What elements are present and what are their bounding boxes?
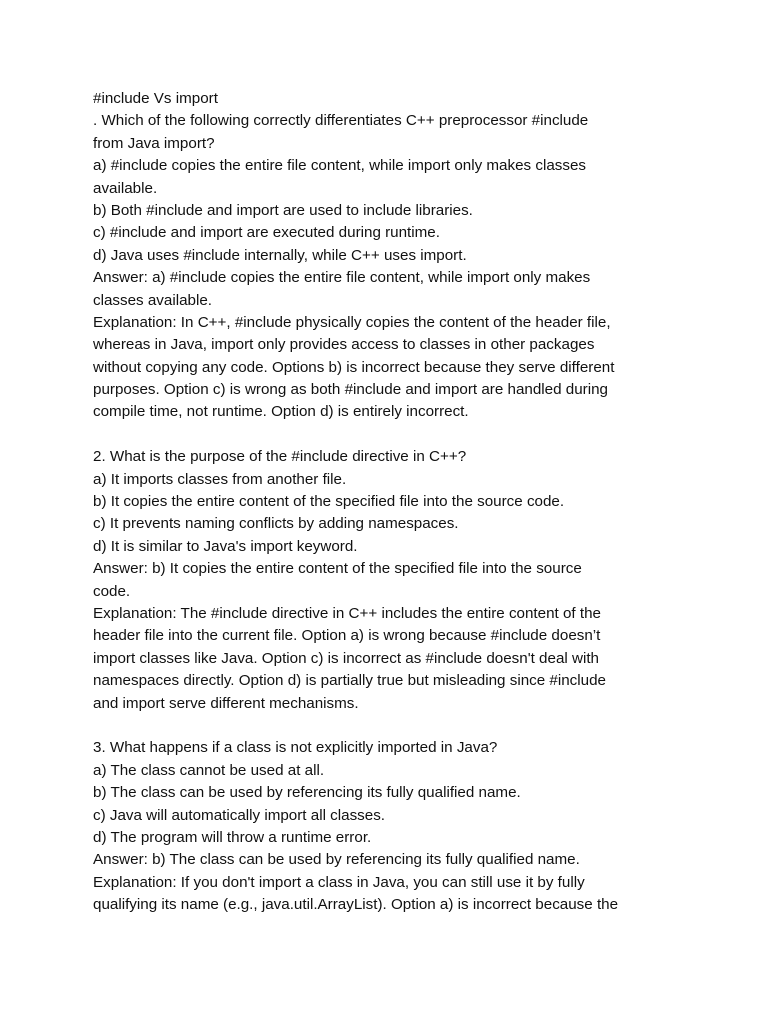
- text-line: import classes like Java. Option c) is incorrect as #include doesn't deal with: [93, 649, 600, 667]
- text-line: without copying any code. Options b) is incorrect because they serve different: [93, 358, 615, 376]
- text-line: c) #include and import are executed during runtime.: [93, 224, 440, 242]
- text-line: d) Java uses #include internally, while C++ uses import.: [93, 246, 467, 264]
- text-line: 3. What happens if a class is not explicitly imported in Java?: [93, 739, 498, 757]
- text-line: #include Vs import: [93, 90, 218, 107]
- text-line: available.: [93, 179, 158, 197]
- text-line: Answer: b) The class can be used by referencing its fully qualified name.: [93, 851, 580, 869]
- text-line: classes available.: [93, 291, 213, 309]
- text-line: compile time, not runtime. Option d) is entirely incorrect.: [93, 403, 469, 421]
- document-text-body: [93, 88, 683, 916]
- text-line: a) It imports classes from another file.: [93, 470, 347, 488]
- text-line: b) Both #include and import are used to include libraries.: [93, 201, 473, 219]
- text-line: code.: [93, 582, 131, 600]
- text-line: purposes. Option c) is wrong as both #include and import are handled during: [93, 381, 608, 399]
- text-line: whereas in Java, import only provides access to classes in other packages: [93, 336, 595, 354]
- text-line: Explanation: The #include directive in C++ includes the entire content of the: [93, 604, 601, 622]
- text-line: b) The class can be used by referencing its fully qualified name.: [93, 784, 521, 802]
- text-line: . Which of the following correctly differentiates C++ preprocessor #include: [93, 112, 589, 130]
- text-line: qualifying its name (e.g., java.util.ArrayList). Option a) is incorrect because the: [93, 896, 619, 914]
- text-line: d) The program will throw a runtime error.: [93, 828, 372, 846]
- text-line: b) It copies the entire content of the specified file into the source code.: [93, 493, 565, 511]
- paragraph-gap: [93, 715, 683, 737]
- text-line: Explanation: In C++, #include physically copies the content of the header file,: [93, 313, 611, 331]
- text-line: a) #include copies the entire file content, while import only makes classes: [93, 157, 586, 175]
- text-line: namespaces directly. Option d) is partially true but misleading since #include: [93, 672, 606, 690]
- text-line: a) The class cannot be used at all.: [93, 761, 325, 779]
- text-line: from Java import?: [93, 134, 215, 152]
- text-line: c) It prevents naming conflicts by adding namespaces.: [93, 515, 459, 533]
- text-line: d) It is similar to Java's import keyword.: [93, 537, 358, 555]
- text-line: Explanation: If you don't import a class in Java, you can still use it by fully: [93, 873, 585, 891]
- text-line: c) Java will automatically import all classes.: [93, 806, 386, 824]
- text-line: Answer: a) #include copies the entire file content, while import only makes: [93, 269, 591, 287]
- paragraph-gap: [93, 424, 683, 446]
- text-line: 2. What is the purpose of the #include directive in C++?: [93, 448, 467, 466]
- text-line: header file into the current file. Option a) is wrong because #include doesn’t: [93, 627, 601, 645]
- text-line: Answer: b) It copies the entire content of the specified file into the source: [93, 560, 582, 578]
- text-line: and import serve different mechanisms.: [93, 694, 359, 712]
